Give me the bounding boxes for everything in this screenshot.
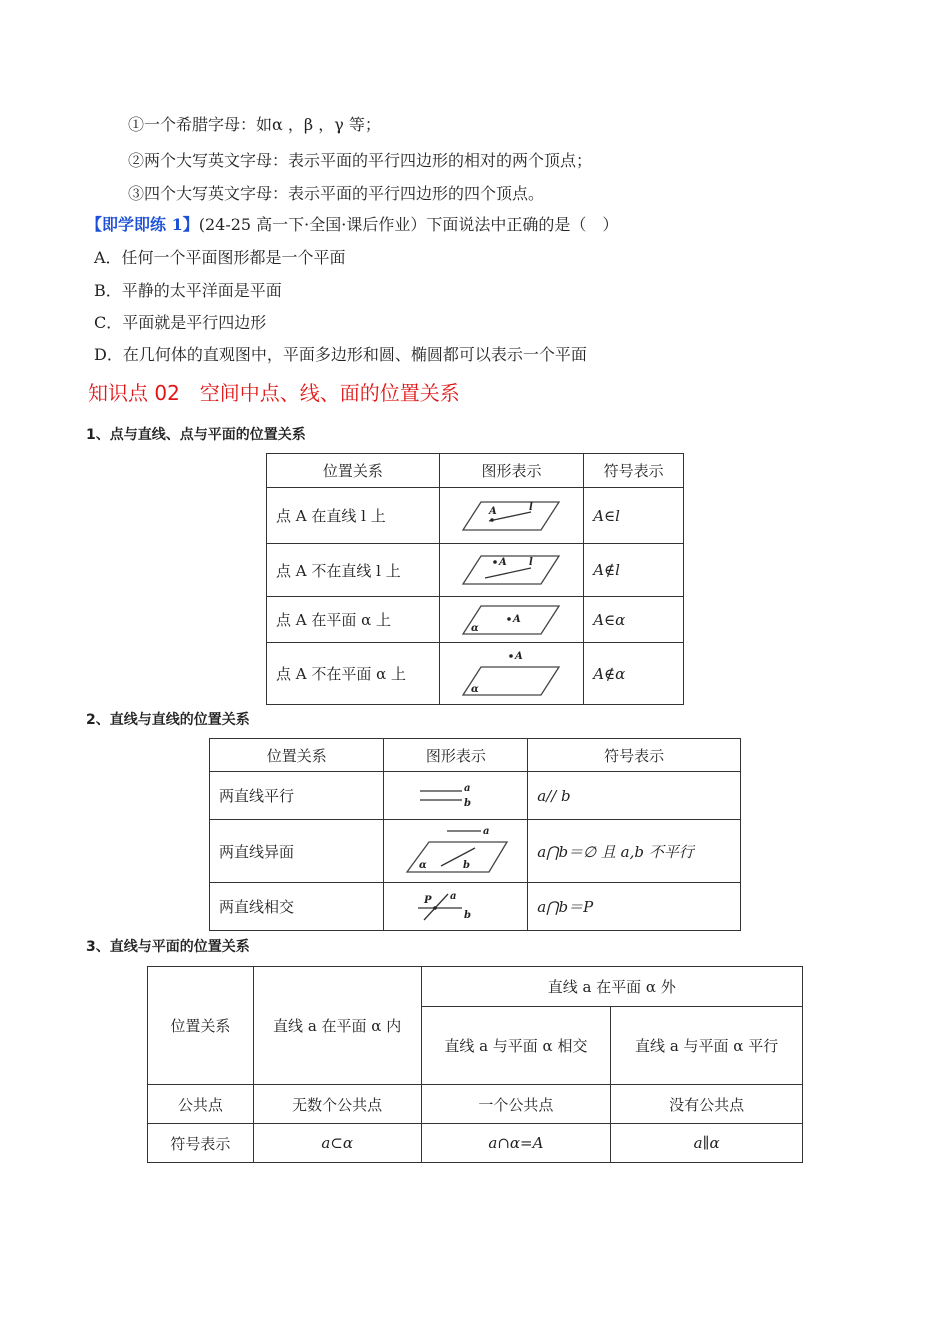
intro-line-2: ②两个大写英文字母：表示平面的平行四边形的相对的两个顶点； xyxy=(128,151,593,170)
relation-cell: 两直线相交 xyxy=(210,883,384,931)
line-line-table xyxy=(209,738,741,931)
label-plane: α xyxy=(471,683,480,695)
practice-question xyxy=(86,214,618,236)
table-row xyxy=(267,597,684,643)
table-row xyxy=(267,643,684,705)
section-title: 知识点 02 空间中点、线、面的位置关系 xyxy=(88,381,460,405)
figure-cell xyxy=(384,772,528,820)
point-in-plane-figure xyxy=(459,603,563,637)
label-point: A xyxy=(513,613,522,625)
table1-heading: 1、点与直线、点与平面的位置关系 xyxy=(86,427,306,443)
relation-cell: 点 A 不在直线 l 上 xyxy=(267,544,440,597)
symbol-cell: A∉l xyxy=(584,544,684,597)
common-point-cell: 没有公共点 xyxy=(611,1085,803,1124)
skew-lines-figure xyxy=(401,824,511,878)
header-in-plane: 直线 a 在平面 α 内 xyxy=(253,967,421,1085)
relation-cell: 点 A 不在平面 α 上 xyxy=(267,643,440,705)
symbol-cell: a⋂b＝∅ 且 a,b 不平行 xyxy=(528,820,741,883)
label-point: A xyxy=(499,557,508,568)
label-b: b xyxy=(463,909,471,921)
point-on-line-figure xyxy=(459,498,563,534)
label-line: l xyxy=(529,557,534,568)
label-plane: α xyxy=(471,622,480,634)
figure-cell xyxy=(439,544,584,597)
relation-cell: 点 A 在平面 α 上 xyxy=(267,597,440,643)
table-header-row xyxy=(148,967,803,1007)
figure-cell xyxy=(439,643,584,705)
header-intersect: 直线 a 与平面 α 相交 xyxy=(421,1007,611,1085)
header-relation: 位置关系 xyxy=(267,454,440,488)
intro-line-1: ①一个希腊字母：如α ，β ，γ 等； xyxy=(128,115,381,134)
point-relation-table xyxy=(266,453,684,705)
header-figure: 图形表示 xyxy=(384,739,528,772)
table-row xyxy=(148,1085,803,1124)
figure-cell xyxy=(384,883,528,931)
header-relation: 位置关系 xyxy=(210,739,384,772)
table-row xyxy=(210,772,741,820)
symbol-cell: A∉α xyxy=(584,643,684,705)
header-outside-plane: 直线 a 在平面 α 外 xyxy=(421,967,802,1007)
label-p: P xyxy=(423,894,432,906)
practice-question-text: (24-25 高一下·全国·课后作业）下面说法中正确的是（ ） xyxy=(198,215,619,234)
label-b: b xyxy=(462,860,470,871)
table-header-row xyxy=(210,739,741,772)
line-plane-table xyxy=(147,966,803,1163)
label-point: A xyxy=(515,650,524,662)
table-row xyxy=(267,488,684,544)
practice-tag: 【即学即练 1】 xyxy=(86,215,199,234)
label-b: b xyxy=(463,797,471,809)
option-d: D．在几何体的直观图中，平面多边形和圆、椭圆都可以表示一个平面 xyxy=(94,345,587,364)
header-symbol: 符号表示 xyxy=(584,454,684,488)
option-b: B．平静的太平洋面是平面 xyxy=(94,281,282,300)
label-a: a xyxy=(463,782,471,794)
intro-line-3: ③四个大写英文字母：表示平面的平行四边形的四个顶点。 xyxy=(128,184,545,203)
table-header-row xyxy=(267,454,684,488)
table-row xyxy=(267,544,684,597)
header-parallel: 直线 a 与平面 α 平行 xyxy=(611,1007,803,1085)
table-row xyxy=(210,883,741,931)
table-row xyxy=(148,1124,803,1163)
row-header-common-point: 公共点 xyxy=(148,1085,254,1124)
relation-cell: 点 A 在直线 l 上 xyxy=(267,488,440,544)
label-a: a xyxy=(482,826,490,837)
intersecting-lines-figure xyxy=(404,888,508,926)
label-plane: α xyxy=(418,860,427,871)
figure-cell xyxy=(439,597,584,643)
row-header-symbol: 符号表示 xyxy=(148,1124,254,1163)
symbol-cell: a⊂α xyxy=(253,1124,421,1163)
header-symbol: 符号表示 xyxy=(528,739,741,772)
common-point-cell: 无数个公共点 xyxy=(253,1085,421,1124)
point-off-plane-figure xyxy=(459,649,563,699)
relation-cell: 两直线异面 xyxy=(210,820,384,883)
relation-cell: 两直线平行 xyxy=(210,772,384,820)
symbol-cell: a// b xyxy=(528,772,741,820)
label-point: A xyxy=(489,505,498,517)
label-line: l xyxy=(529,501,534,513)
figure-cell xyxy=(439,488,584,544)
symbol-cell: a∩α=A xyxy=(421,1124,611,1163)
figure-cell xyxy=(384,820,528,883)
label-a: a xyxy=(449,890,457,902)
table2-heading: 2、直线与直线的位置关系 xyxy=(86,712,250,728)
option-a: A．任何一个平面图形都是一个平面 xyxy=(94,248,346,267)
table3-heading: 3、直线与平面的位置关系 xyxy=(86,939,250,955)
table-row xyxy=(210,820,741,883)
symbol-cell: a∥α xyxy=(611,1124,803,1163)
option-c: C．平面就是平行四边形 xyxy=(94,313,267,332)
symbol-cell: A∈α xyxy=(584,597,684,643)
parallel-lines-figure xyxy=(404,778,508,814)
point-off-line-figure xyxy=(459,552,563,588)
header-figure: 图形表示 xyxy=(439,454,584,488)
symbol-cell: A∈l xyxy=(584,488,684,544)
symbol-cell: a⋂b＝P xyxy=(528,883,741,931)
row-header-relation: 位置关系 xyxy=(148,967,254,1085)
common-point-cell: 一个公共点 xyxy=(421,1085,611,1124)
